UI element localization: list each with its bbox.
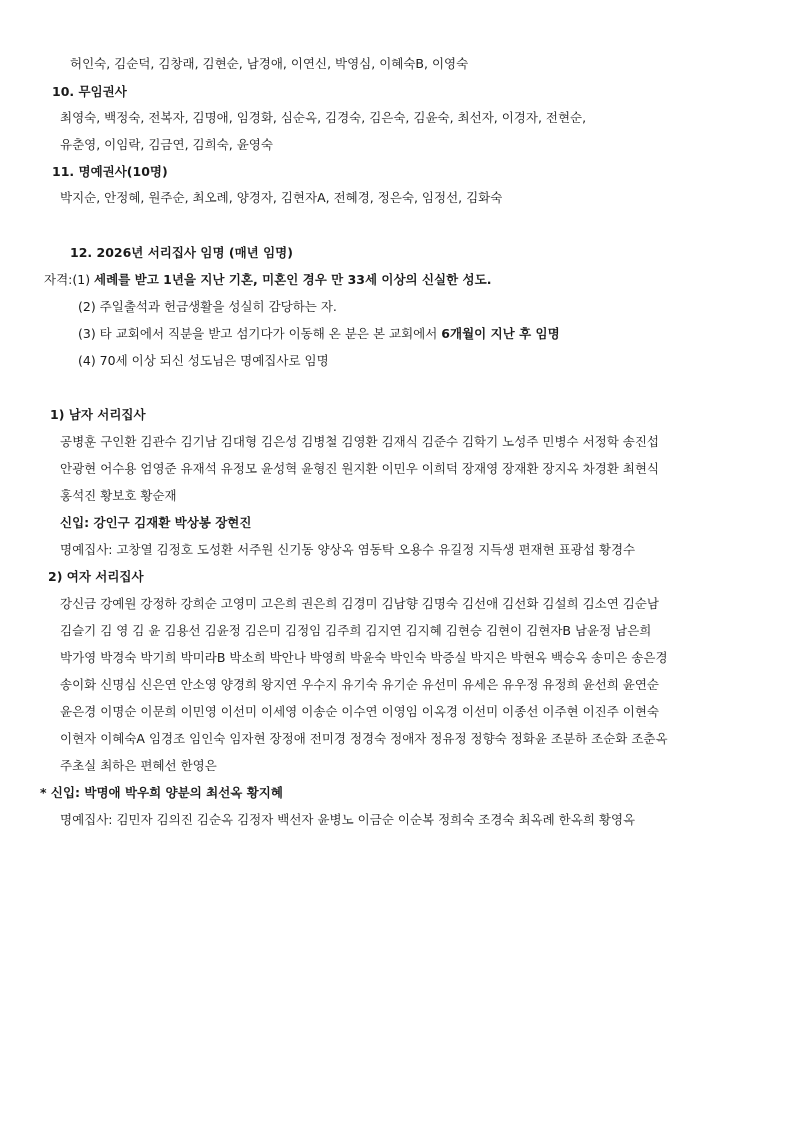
male-deacons-line-2: 안광현 어수용 엄영준 유재석 유정모 윤성혁 윤형진 원지환 이민우 이희덕 장재영 장재환 장지옥 차경환 최현식 [60,461,660,476]
qualification-3-text: 6개월이 지난 후 임명 [441,326,560,341]
male-deacons-title: 1) 남자 서리집사 [50,407,146,422]
female-deacons-line-1: 강신금 강예원 강정하 강희순 고영미 고은희 권은희 김경미 김남향 김명숙 김선애 김선화 김설희 김소연 김순남 [60,596,660,611]
qualification-1-text: 세례를 받고 1년을 지난 기혼, 미혼인 경우 만 33세 이상의 신실한 성도. [94,272,492,287]
qualification-3-prefix: (3) 타 교회에서 직분을 받고 섬기다가 이동해 온 분은 본 교회에서 [78,326,442,341]
female-honorary-deacons: 명예집사: 김민자 김의진 김순옥 김정자 백선자 윤병노 이금순 이순복 정희숙 조경숙 최옥례 한옥희 황영옥 [60,812,636,827]
male-new-members: 신입: 강인구 김재환 박상봉 장현진 [60,515,252,530]
female-deacons-line-7: 주초실 최하은 편혜선 한영은 [60,758,217,773]
female-deacons-line-6: 이현자 이혜숙A 임경조 임인숙 임자현 장정애 전미경 정경숙 정애자 정유정 정향숙 정화윤 조분하 조순화 조춘옥 [60,731,668,746]
female-new-members: * 신입: 박명애 박우희 양분의 최선옥 황지혜 [40,785,283,800]
male-deacons-line-1: 공병훈 구인환 김관수 김기남 김대형 김은성 김병철 김영환 김재식 김준수 김학기 노성주 민병수 서정학 송진섭 [60,434,660,449]
female-deacons-line-2: 김슬기 김 영 김 윤 김용선 김윤정 김은미 김정임 김주희 김지연 김지혜 김현승 김현이 김현자B 남윤정 남은희 [60,623,652,638]
section-11-names-line-1: 박지순, 안정혜, 원주순, 최오례, 양경자, 김현자A, 전혜경, 정은숙, 임정선, 김화숙 [60,190,503,205]
section-10-title: 10. 무임권사 [52,84,127,99]
section-10-names-line-2: 유춘영, 이임락, 김금연, 김희숙, 윤영숙 [60,137,273,152]
female-deacons-line-4: 송이화 신명심 신은연 안소영 양경희 왕지연 우수지 유기숙 유기순 유선미 유세은 유우정 유정희 윤선희 윤연순 [60,677,660,692]
qualification-3 [78,326,560,342]
continued-names: 허인숙, 김순덕, 김창래, 김현순, 남경애, 이연신, 박영심, 이혜숙B, 이영숙 [70,56,469,71]
female-deacons-line-3: 박가영 박경숙 박기희 박미라B 박소희 박안나 박영희 박윤숙 박인숙 박증실 박지은 박현옥 백승옥 송미은 송은경 [60,650,668,665]
qualification-2: (2) 주일출석과 헌금생활을 성실히 감당하는 자. [78,299,337,314]
male-honorary-deacons: 명예집사: 고창열 김정호 도성환 서주원 신기동 양상옥 염동탁 오용수 유길정 지득생 편재현 표광섭 황경수 [60,542,636,557]
qualification-1 [44,272,491,288]
section-11-title: 11. 명예권사(10명) [52,164,168,179]
section-10-names-line-1: 최영숙, 백정숙, 전복자, 김명애, 임경화, 심순옥, 김경숙, 김은숙, 김윤숙, 최선자, 이경자, 전현순, [60,110,587,125]
female-deacons-line-5: 윤은경 이명순 이문희 이민영 이선미 이세영 이송순 이수연 이영임 이옥경 이선미 이종선 이주현 이진주 이현숙 [60,704,660,719]
section-12-title: 12. 2026년 서리집사 임명 (매년 임명) [70,245,293,260]
male-deacons-line-3: 홍석진 황보호 황순재 [60,488,177,503]
qualification-1-prefix: 자격:(1) [44,272,95,287]
female-deacons-title: 2) 여자 서리집사 [48,569,144,584]
qualification-4: (4) 70세 이상 되신 성도님은 명예집사로 임명 [78,353,329,368]
